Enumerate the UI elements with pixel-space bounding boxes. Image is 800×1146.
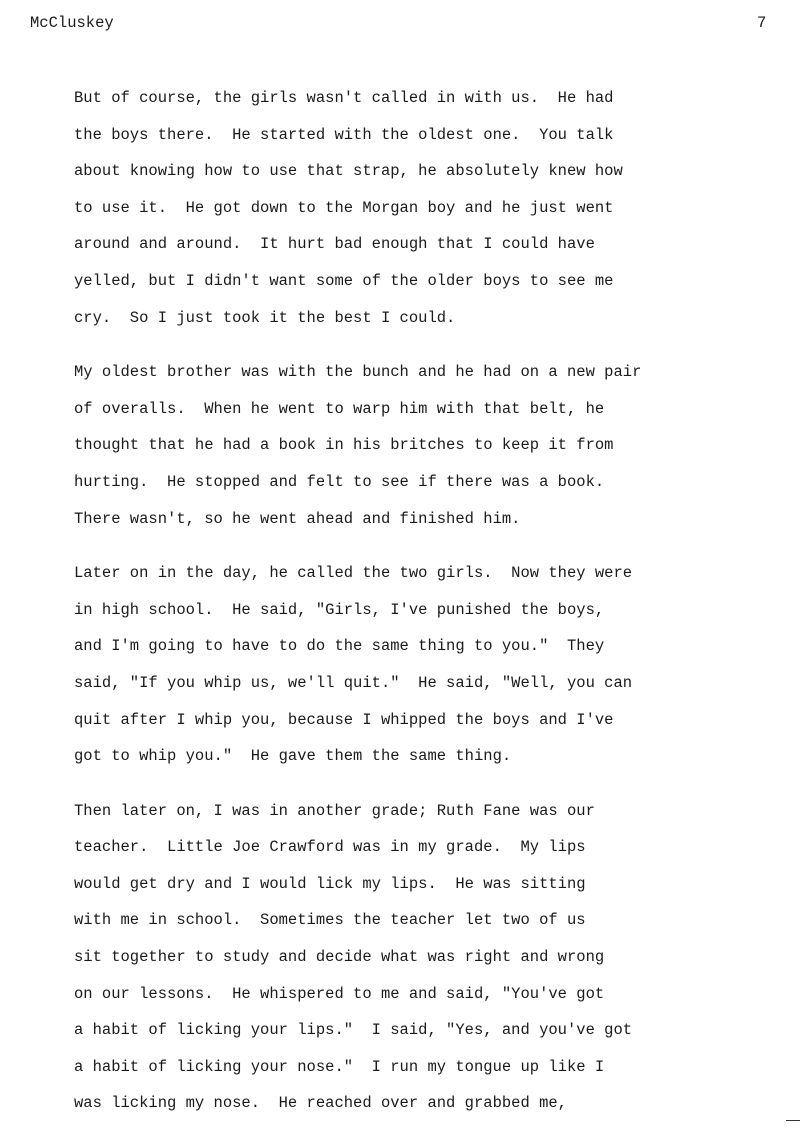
text-line: in high school. He said, "Girls, I've punished the boys, [74, 600, 605, 619]
text-line: cry. So I just took it the best I could. [74, 308, 456, 327]
paragraph-2 [74, 360, 774, 543]
text-line: Later on in the day, he called the two girls. Now they were [74, 564, 633, 583]
text-line: Then later on, I was in another grade; Ruth Fane was our [74, 801, 595, 820]
scan-edge-mark [786, 1120, 800, 1121]
text-line: about knowing how to use that strap, he absolutely knew how [74, 162, 623, 181]
text-line: around and around. It hurt bad enough that I could have [74, 235, 595, 254]
text-line: teacher. Little Joe Crawford was in my grade. My lips [74, 838, 586, 857]
text-line: of overalls. When he went to warp him with that belt, he [74, 399, 605, 418]
text-line: said, "If you whip us, we'll quit." He said, "Well, you can [74, 673, 633, 692]
text-line: yelled, but I didn't want some of the older boys to see me [74, 271, 614, 290]
text-line: sit together to study and decide what was right and wrong [74, 948, 605, 967]
text-line: hurting. He stopped and felt to see if there was a book. [74, 472, 605, 491]
text-line: on our lessons. He whispered to me and said, "You've got [74, 984, 605, 1003]
paragraph-1 [74, 86, 774, 342]
text-line: got to whip you." He gave them the same thing. [74, 747, 512, 766]
text-line: the boys there. He started with the oldest one. You talk [74, 125, 614, 144]
text-line: But of course, the girls wasn't called in with us. He had [74, 89, 614, 107]
text-line: My oldest brother was with the bunch and he had on a new pair [74, 363, 642, 382]
text-line: would get dry and I would lick my lips. He was sitting [74, 874, 586, 893]
header-author-name: McCluskey [30, 14, 114, 32]
text-line: was licking my nose. He reached over and grabbed me, [74, 1094, 567, 1113]
text-line: and I'm going to have to do the same thing to you." They [74, 637, 605, 656]
text-line: quit after I whip you, because I whipped the boys and I've [74, 710, 614, 729]
paragraph-3 [74, 561, 774, 781]
text-line: with me in school. Sometimes the teacher let two of us [74, 911, 586, 930]
paragraph-4 [74, 799, 774, 1128]
text-line: thought that he had a book in his britches to keep it from [74, 436, 614, 455]
text-line: There wasn't, so he went ahead and finished him. [74, 509, 521, 528]
text-line: a habit of licking your nose." I run my tongue up like I [74, 1057, 605, 1076]
text-line: to use it. He got down to the Morgan boy and he just went [74, 198, 614, 217]
text-line: a habit of licking your lips." I said, "Yes, and you've got [74, 1021, 633, 1040]
document-body [74, 86, 774, 1146]
page-number: 7 [757, 14, 767, 32]
